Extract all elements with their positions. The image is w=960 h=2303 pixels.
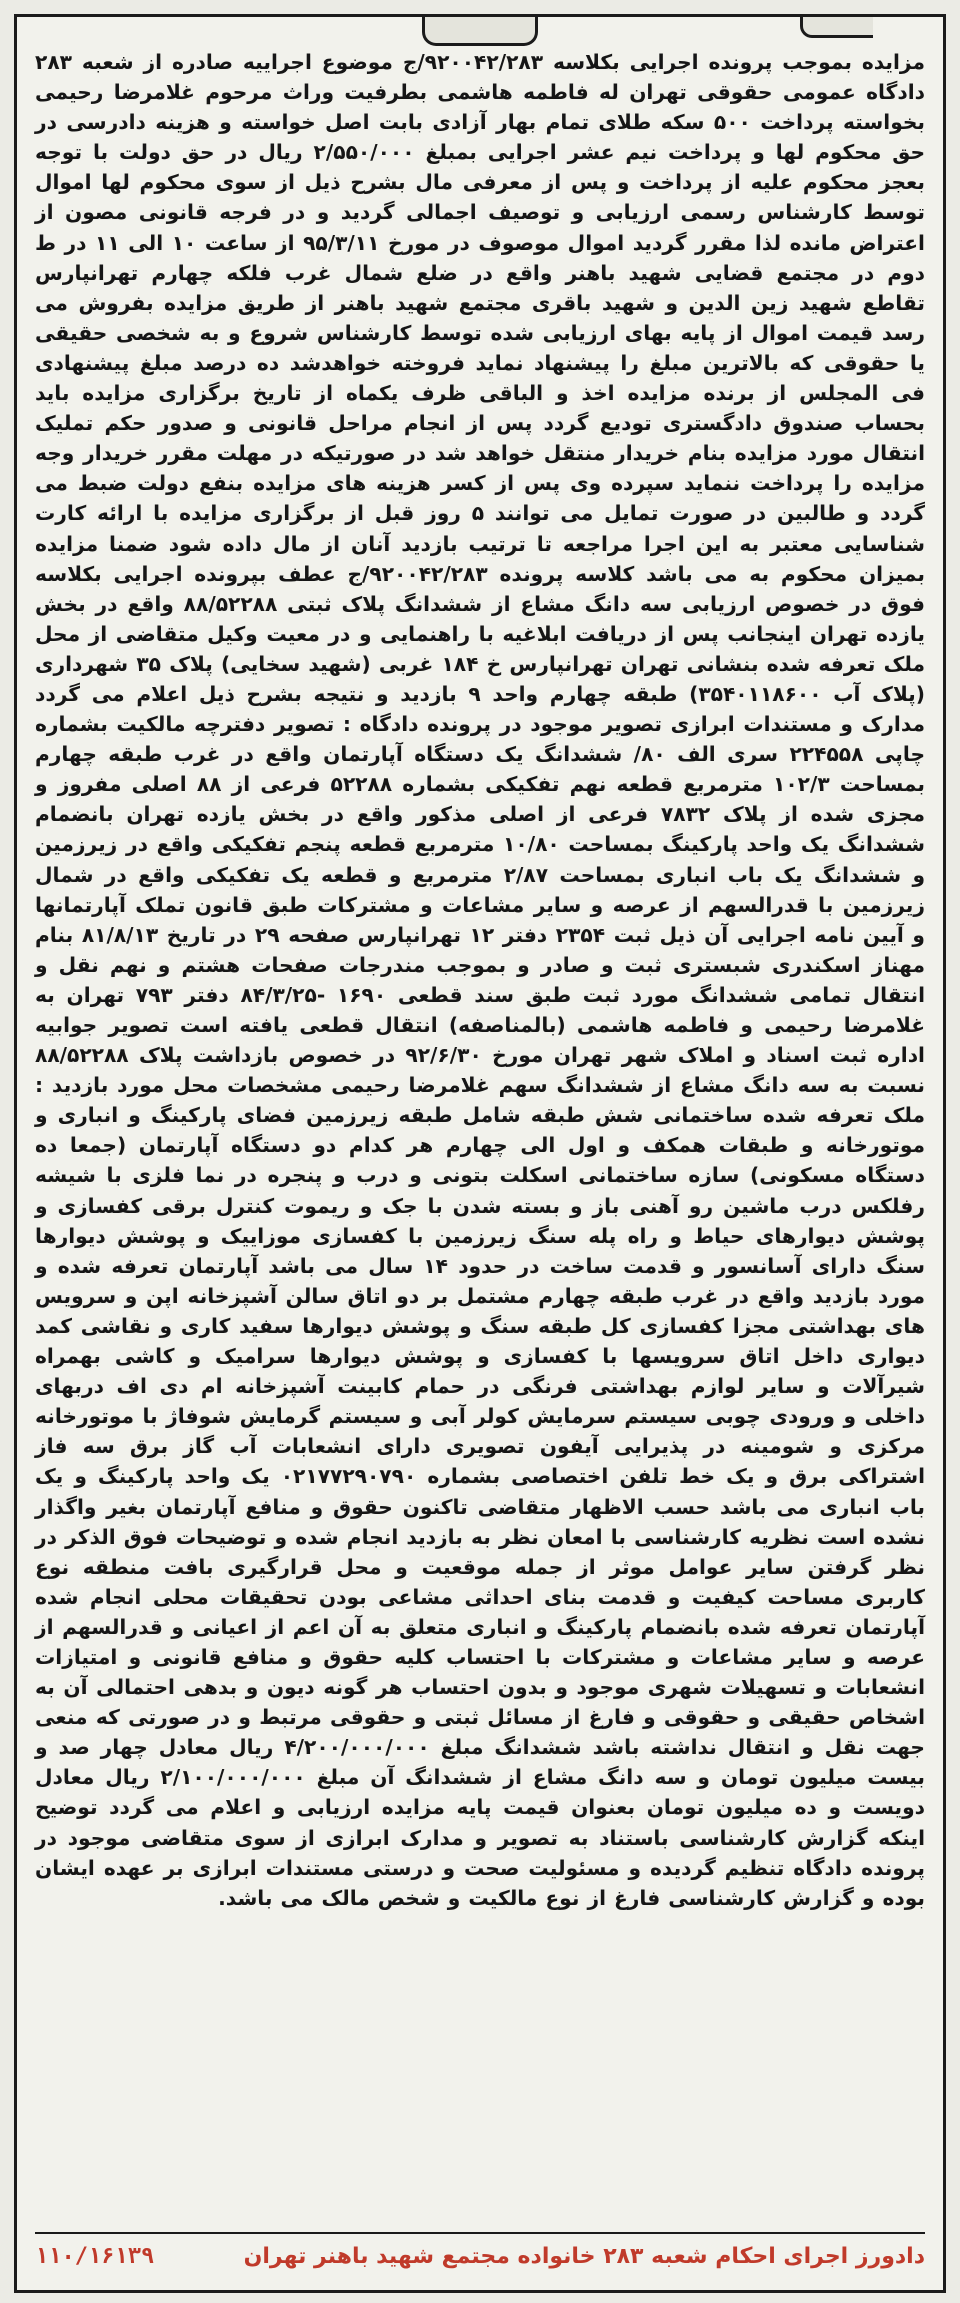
notice-code: ۱۱۰/۱۶۱۳۹ [35, 2243, 155, 2269]
notice-signer: دادورز اجرای احکام شعبه ۲۸۳ خانواده مجتمع شهید باهنر تهران [243, 2243, 925, 2269]
notice-footer [35, 2236, 925, 2276]
auction-notice-body: مزایده بموجب پرونده اجرایی بکلاسه ۹۲۰۰۴۲/۲۸۳/ج موضوع اجراییه صادره از شعبه ۲۸۳ دادگاه عمومی حقوقی تهران له فاطمه هاشمی بطرفیت وراث مرحوم غلامرضا رحیمی بخواسته پرداخت ۵۰۰ سکه طلای تمام بهار آزادی بابت اصل خواسته و هزینه دادرسی در حق محکوم لها و پرداخت نیم عشر اجرایی بمبلغ ۲/۵۵۰/۰۰۰ ریال در حق دولت با توجه بعجز محکوم علیه از پرداخت و پس از معرفی مال بشرح ذیل از سوی محکوم لها اموال توسط کارشناس رسمی ارزیابی و توصیف اجمالی گردید و در فرجه قانونی مصون از اعتراض مانده لذا مقرر گردید اموال موصوف در مورخ ۹۵/۳/۱۱ از ساعت ۱۰ الی ۱۱ در ط دوم در مجتمع قضایی شهید باهنر واقع در ضلع شمال غرب فلکه چهارم تهرانپارس تقاطع شهید زین الدین و شهید باقری مجتمع شهید باهنر از طریق مزایده بفروش می رسد قیمت اموال از پایه بهای ارزیابی شده توسط کارشناس شروع و به شخصی حقیقی یا حقوقی که بالاترین مبلغ را پیشنهاد نماید فروخته خواهدشد ده درصد مبلغ پیشنهادی فی المجلس از برنده مزایده اخذ و الباقی ظرف یکماه از تاریخ برگزاری مزایده باید بحساب صندوق دادگستری تودیع گردد پس از انجام مراحل قانونی و صدور حکم تملیک انتقال مورد مزایده بنام خریدار منتقل خواهد شد در صورتیکه در مهلت مقرر خریدار وجه مزایده را پرداخت ننماید سپرده وی پس از کسر هزینه های مزایده بنفع دولت ضبط می گردد و طالبین در صورت تمایل می توانند ۵ روز قبل از برگزاری مزایده با ارائه کارت شناسایی معتبر به این اجرا مراجعه تا ترتیب بازدید آنان از مال داده شود ضمنا مزایده بمیزان محکوم به می باشد کلاسه پرونده ۹۲۰۰۴۲/۲۸۳/ج عطف بپرونده اجرایی بکلاسه فوق در خصوص ارزیابی سه دانگ مشاع از ششدانگ پلاک ثبتی ۸۸/۵۲۲۸۸ واقع در بخش یازده تهران اینجانب پس از دریافت ابلاغیه با راهنمایی و در معیت وکیل متقاضی از محل ملک تعرفه شده بنشانی تهران تهرانپارس خ ۱۸۴ غربی (شهید سخایی) پلاک ۳۵ شهرداری (پلاک آب ۳۵۴۰۱۱۸۶۰۰) طبقه چهارم واحد ۹ بازدید و نتیجه بشرح ذیل اعلام می گردد مدارک و مستندات ابرازی تصویر موجود در پرونده دادگاه : تصویر دفترچه مالکیت بشماره چاپی ۲۲۴۵۵۸ سری الف ۸۰/ ششدانگ یک دستگاه آپارتمان واقع در غرب طبقه چهارم بمساحت ۱۰۲/۳ مترمربع قطعه نهم تفکیکی بشماره ۵۲۲۸۸ فرعی از ۸۸ اصلی مفروز و مجزی شده از پلاک ۷۸۳۲ فرعی از اصلی مذکور واقع در بخش یازده تهران بانضمام ششدانگ یک واحد پارکینگ بمساحت ۱۰/۸۰ مترمربع قطعه پنجم تفکیکی واقع در زیرزمین و ششدانگ یک باب انباری بمساحت ۲/۸۷ مترمربع و قطعه یک تفکیکی واقع در شمال زیرزمین با قدرالسهم از عرصه و سایر مشاعات و مشترکات طبق قانون تملک آپارتمانها و آیین نامه اجرایی آن ذیل ثبت ۲۳۵۴ دفتر ۱۲ تهرانپارس صفحه ۲۹ در تاریخ ۸۱/۸/۱۳ بنام مهناز اسکندری شبستری ثبت و صادر و بموجب مندرجات صفحات هشتم و نهم نقل و انتقال تمامی ششدانگ مورد ثبت طبق سند قطعی ۱۶۹۰ -۸۴/۳/۲۵ دفتر ۷۹۳ تهران به غلامرضا رحیمی و فاطمه هاشمی (بالمناصفه) انتقال قطعی یافته است تصویر جوابیه اداره ثبت اسناد و املاک شهر تهران مورخ ۹۲/۶/۳۰ در خصوص بازداشت پلاک ۸۸/۵۲۲۸۸ نسبت به سه دانگ مشاع از ششدانگ سهم غلامرضا رحیمی مشخصات محل مورد بازدید : ملک تعرفه شده ساختمانی شش طبقه شامل طبقه زیرزمین فضای پارکینگ و انباری و موتورخانه و طبقات همکف و اول الی چهارم هر کدام دو دستگاه آپارتمان (جمعا ده دستگاه مسکونی) سازه ساختمانی اسکلت بتونی و درب و پنجره در نما فلزی با شیشه رفلکس درب ماشین رو آهنی باز و بسته شدن با جک و ریموت کنترل برقی کفسازی و پوشش دیوارهای حیاط و راه پله سنگ زیرزمین با کفسازی موزاییک و پوشش دیوارها سنگ دارای آسانسور و قدمت ساخت در حدود ۱۴ سال می باشد آپارتمان تعرفه شده و مورد بازدید واقع در غرب طبقه چهارم مشتمل بر دو اتاق سالن آشپزخانه اپن و سرویس های بهداشتی مجزا کفسازی کل طبقه سنگ و پوشش دیوارها سفید کاری و نقاشی کمد دیواری داخل اتاق سرویسها با کفسازی و پوشش دیوارها سرامیک و کاشی بهمراه شیرآلات و سایر لوازم بهداشتی فرنگی در حمام کابینت آشپزخانه ام دی اف دربهای داخلی و ورودی چوبی سیستم سرمایش کولر آبی و سیستم گرمایش شوفاژ با موتورخانه مرکزی و شومینه در پذیرایی آیفون تصویری دارای انشعابات آب گاز برق سه فاز اشتراکی برق و یک خط تلفن اختصاصی بشماره ۰۲۱۷۷۲۹۰۷۹۰ یک واحد پارکینگ و یک باب انباری می باشد حسب الاظهار متقاضی تاکنون حقوق و منافع آپارتمان بغیر واگذار نشده است نظریه کارشناسی با امعان نظر به بازدید انجام شده و توضیحات فوق الذکر در نظر گرفتن سایر عوامل موثر از جمله موقعیت و محل قرارگیری بافت منطقه نوع کاربری مساحت کیفیت و قدمت بنای احداثی مشاعی بودن تحقیقات محلی انجام شده آپارتمان تعرفه شده بانضمام پارکینگ و انباری متعلق به آن اعم از اعیانی و قدرالسهم از عرصه و سایر مشاعات و مشترکات با احتساب کلیه حقوق و منافع قانونی و امتیازات انشعابات و تسهیلات شهری موجود و بدون احتساب هر گونه دیون و بدهی احتمالی آن به اشخاص حقیقی و حقوقی و فارغ از مسائل ثبتی و حقوقی مرتبط و در صورتی که منعی جهت نقل و انتقال نداشته باشد ششدانگ مبلغ ۴/۲۰۰/۰۰۰/۰۰۰ ریال معادل چهار صد و بیست میلیون تومان و سه دانگ مشاع از ششدانگ آن مبلغ ۲/۱۰۰/۰۰۰/۰۰۰ ریال معادل دویست و ده میلیون تومان بعنوان قیمت پایه مزایده ارزیابی و اعلام می گردد توضیح اینکه گزارش کارشناسی باستناد به تصویر و مدارک ابرازی از سوی متقاضی موجود در پرونده دادگاه تنظیم گردیده و مسئولیت صحت و درستی مستندات ابرازی بر عهده ایشان بوده و گزارش کارشناسی فارغ از نوع مالکیت و شخص مالک می باشد. [35, 50, 926, 1910]
newspaper-clipping [14, 14, 946, 2293]
footer-divider [35, 2232, 925, 2234]
top-tab-shape [422, 17, 538, 46]
top-border-ornament [17, 17, 943, 45]
top-right-tab-shape [800, 17, 873, 38]
